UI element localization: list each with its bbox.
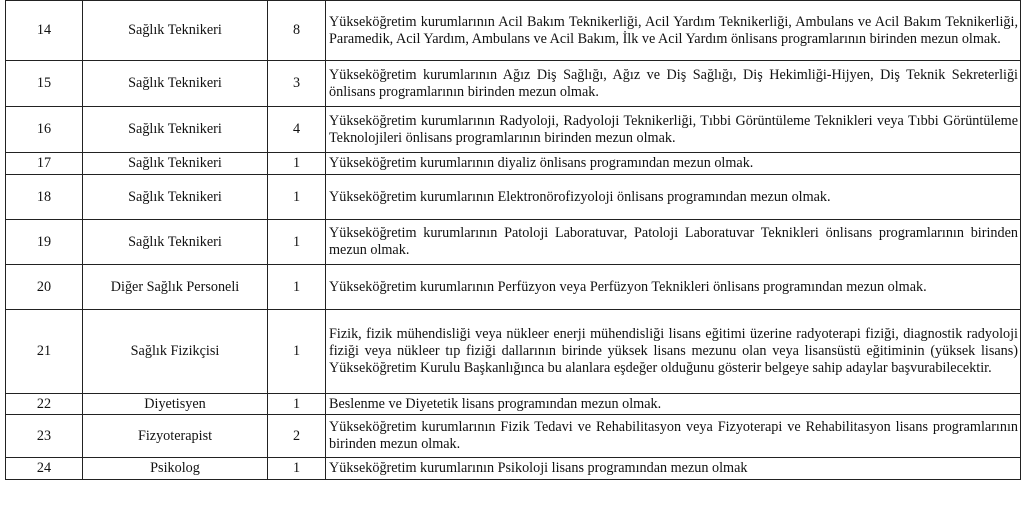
position-requirement: Yükseköğretim kurumlarının diyaliz önlisans programından mezun olmak. (326, 153, 1021, 175)
position-requirement: Yükseköğretim kurumlarının Psikoloji lisans programından mezun olmak (326, 458, 1021, 480)
position-requirement: Fizik, fizik mühendisliği veya nükleer enerji mühendisliği lisans eğitimi üzerine radyoterapi fiziği, diagnostik radyoloji fiziği veya nükleer tıp fiziği dallarının birinde yüksek lisans mezunu olan veya lisansüstü eğitiminin (yüksek lisans) Yükseköğretim Kurulu Başkanlığınca bu alanlara eşdeğer olduğunu gösterir belgeye sahip adaylar başvurabilecektir. (326, 310, 1021, 394)
position-count: 4 (268, 107, 326, 153)
table-row (6, 265, 1021, 310)
row-number: 21 (6, 310, 83, 394)
table-row (6, 394, 1021, 415)
table-row (6, 1, 1021, 61)
row-number: 19 (6, 220, 83, 265)
position-requirement: Yükseköğretim kurumlarının Radyoloji, Radyoloji Teknikerliği, Tıbbi Görüntüleme Teknikleri veya Tıbbi Görüntüleme Teknolojileri önlisans programlarının birinden mezun olmak. (326, 107, 1021, 153)
position-requirement: Yükseköğretim kurumlarının Acil Bakım Teknikerliği, Acil Yardım Teknikerliği, Ambulans ve Acil Bakım Teknikerliği, Paramedik, Acil Yardım, Ambulans ve Acil Bakım, İlk ve Acil Yardım önlisans programlarının birinden mezun olmak. (326, 1, 1021, 61)
position-count: 1 (268, 458, 326, 480)
position-title: Sağlık Teknikeri (83, 153, 268, 175)
table-row (6, 310, 1021, 394)
row-number: 15 (6, 61, 83, 107)
table-row (6, 175, 1021, 220)
position-count: 3 (268, 61, 326, 107)
position-title: Sağlık Teknikeri (83, 107, 268, 153)
position-title: Sağlık Fizikçisi (83, 310, 268, 394)
table-row (6, 153, 1021, 175)
position-requirement: Beslenme ve Diyetetik lisans programından mezun olmak. (326, 394, 1021, 415)
row-number: 23 (6, 415, 83, 458)
position-requirement: Yükseköğretim kurumlarının Elektronörofizyoloji önlisans programından mezun olmak. (326, 175, 1021, 220)
row-number: 24 (6, 458, 83, 480)
position-count: 1 (268, 175, 326, 220)
position-title: Fizyoterapist (83, 415, 268, 458)
position-count: 8 (268, 1, 326, 61)
table-row (6, 458, 1021, 480)
position-count: 1 (268, 220, 326, 265)
table-row (6, 415, 1021, 458)
position-count: 2 (268, 415, 326, 458)
table-row (6, 61, 1021, 107)
table-row (6, 220, 1021, 265)
position-title: Sağlık Teknikeri (83, 175, 268, 220)
position-count: 1 (268, 265, 326, 310)
position-title: Psikolog (83, 458, 268, 480)
position-requirement: Yükseköğretim kurumlarının Patoloji Laboratuvar, Patoloji Laboratuvar Teknikleri önlisans programlarının birinden mezun olmak. (326, 220, 1021, 265)
row-number: 16 (6, 107, 83, 153)
position-title: Sağlık Teknikeri (83, 220, 268, 265)
row-number: 18 (6, 175, 83, 220)
position-requirement: Yükseköğretim kurumlarının Ağız Diş Sağlığı, Ağız ve Diş Sağlığı, Diş Hekimliği-Hijyen, Diş Teknik Sekreterliği önlisans programlarının birinden mezun olmak. (326, 61, 1021, 107)
table-row (6, 107, 1021, 153)
position-requirement: Yükseköğretim kurumlarının Perfüzyon veya Perfüzyon Teknikleri önlisans programından mezun olmak. (326, 265, 1021, 310)
position-requirement: Yükseköğretim kurumlarının Fizik Tedavi ve Rehabilitasyon veya Fizyoterapi ve Rehabilitasyon lisans programlarının birinden mezun olmak. (326, 415, 1021, 458)
position-title: Diğer Sağlık Personeli (83, 265, 268, 310)
row-number: 20 (6, 265, 83, 310)
position-title: Diyetisyen (83, 394, 268, 415)
position-count: 1 (268, 394, 326, 415)
positions-table (5, 0, 1021, 480)
row-number: 22 (6, 394, 83, 415)
position-count: 1 (268, 310, 326, 394)
position-count: 1 (268, 153, 326, 175)
row-number: 17 (6, 153, 83, 175)
row-number: 14 (6, 1, 83, 61)
position-title: Sağlık Teknikeri (83, 61, 268, 107)
position-title: Sağlık Teknikeri (83, 1, 268, 61)
